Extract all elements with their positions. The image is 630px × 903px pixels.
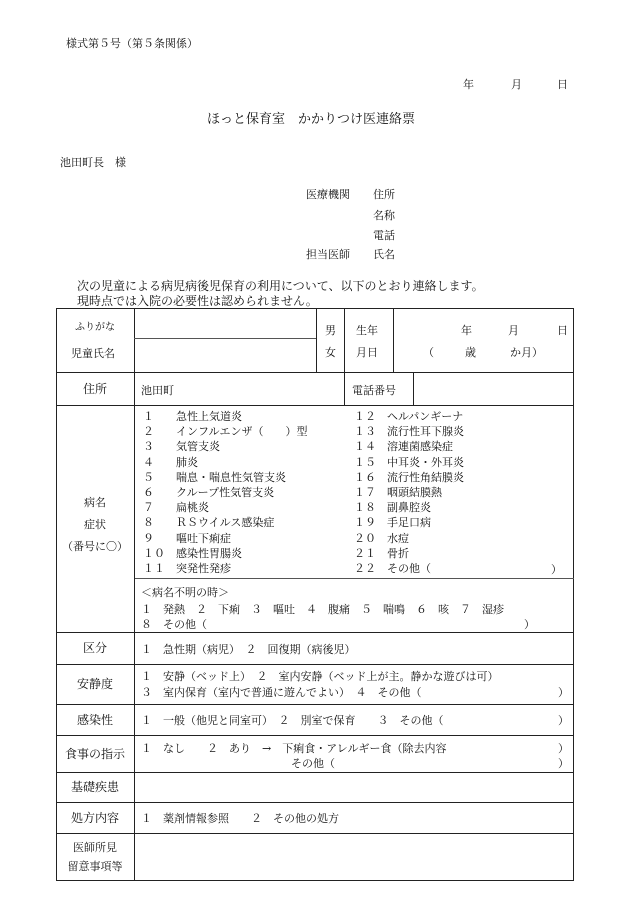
unknown-disease-other[interactable]: ８ その他（	[141, 618, 207, 631]
disease-option[interactable]: ４ 肺炎	[143, 455, 198, 469]
category-options[interactable]: １ 急性期（病児） ２ 回復期（病後児）	[141, 643, 356, 656]
rest-options-2[interactable]: ３ 室内保育（室内で普通に遊んでよい） ４ その他（	[141, 686, 422, 699]
birth-value-divider	[393, 308, 394, 373]
disease-unknown-divider	[134, 578, 574, 579]
disease-option[interactable]: ８ ＲＳウイルス感染症	[143, 516, 275, 530]
date-month-label: 月	[511, 78, 522, 91]
address-value[interactable]: 池田町	[141, 384, 174, 397]
disease-option[interactable]: １５ 中耳炎・外耳炎	[354, 455, 464, 469]
unknown-disease-options[interactable]: １ 発熱 ２ 下痢 ３ 嘔吐 ４ 腹痛 ５ 喘鳴 ６ 咳 ７ 湿疹	[141, 603, 504, 616]
gender-divider	[316, 308, 317, 373]
disease-option[interactable]: １７ 咽頭結膜熱	[354, 486, 442, 500]
remarks-label-line: 留意事項等	[67, 860, 123, 873]
rest-label: 安静度	[76, 677, 113, 691]
disease-option[interactable]: １６ 流行性角結膜炎	[354, 470, 464, 484]
disease-option[interactable]: １０ 感染性胃腸炎	[143, 546, 242, 560]
disease-option[interactable]: １ 急性上気道炎	[143, 410, 242, 423]
name-label: 名称	[373, 209, 395, 222]
infection-label: 感染性	[76, 712, 113, 727]
disease-option[interactable]: １８ 副鼻腔炎	[354, 501, 431, 515]
disease-option[interactable]: ３ 気管支炎	[143, 440, 220, 454]
institution-label: 医療機関	[306, 188, 350, 201]
disease-option[interactable]: ２ インフルエンザ（ ）型	[143, 425, 308, 439]
age-months-label: か月）	[510, 346, 543, 359]
phone-number-label: 電話番号	[352, 384, 396, 397]
birth-day-label: 日	[557, 324, 568, 337]
infection-options[interactable]: １ 一般（他児と同室可） ２ 別室で保育 ３ その他（	[141, 714, 444, 727]
disease-label-line: 症状	[84, 518, 106, 531]
birth-year-label: 年	[461, 324, 472, 337]
address-label: 住所	[373, 188, 395, 201]
disease-option[interactable]: １４ 溶連菌感染症	[354, 440, 453, 454]
table-border-right	[573, 308, 574, 881]
disease-option[interactable]: ６ クループ性気管支炎	[143, 486, 275, 500]
disease-list-left	[143, 409, 308, 576]
disease-option[interactable]: ７ 扁桃炎	[143, 501, 209, 515]
phone-label: 電話	[373, 229, 395, 242]
category-label: 区分	[82, 641, 107, 655]
birth-month-label: 月	[508, 324, 519, 337]
intro-line-2: 現時点では入院の必要性は認められません。	[77, 294, 318, 308]
age-open-paren: （	[423, 346, 434, 359]
infection-close: ）	[558, 714, 569, 727]
disease-list-right	[354, 409, 464, 576]
phone-divider	[344, 372, 345, 406]
child-name-label: 児童氏名	[71, 347, 115, 360]
prescription-options[interactable]: １ 薬剤情報参照 ２ その他の処方	[141, 812, 339, 825]
gender-male[interactable]: 男	[325, 324, 336, 337]
disease-option[interactable]: １９ 手足口病	[354, 516, 431, 530]
furigana-divider	[134, 338, 316, 339]
rest-close: ）	[558, 686, 569, 699]
disease-option[interactable]: ５ 喘息・喘息性気管支炎	[143, 470, 286, 484]
disease-other-close: ）	[551, 563, 562, 576]
meal-label: 食事の指示	[64, 746, 125, 761]
remarks-label	[56, 838, 134, 876]
remarks-label-line: 医師所見	[73, 841, 117, 854]
address-row-label: 住所	[82, 381, 107, 396]
birth-label-1: 生年	[356, 324, 378, 337]
form-title: ほっと保育室 かかりつけ医連絡票	[207, 112, 416, 127]
disease-option[interactable]: １１ 突発性発疹	[143, 562, 231, 576]
underlying-disease-label: 基礎疾患	[70, 780, 119, 794]
rest-options-1[interactable]: １ 安静（ベッド上） ２ 室内安静（ベッド上が主。静かな遊びは可）	[141, 670, 499, 683]
unknown-disease-title: ＜病名不明の時＞	[141, 586, 229, 599]
date-day-label: 日	[557, 78, 568, 91]
meal-options[interactable]: １ なし ２ あり → 下痢食・アレルギー食（除去内容	[141, 742, 447, 755]
meal-close-1: ）	[558, 742, 569, 755]
disease-option[interactable]: ２１ 骨折	[354, 546, 409, 560]
label-column-divider	[134, 308, 135, 881]
disease-option[interactable]: ９ 嘔吐下痢症	[143, 531, 231, 545]
prescription-label: 処方内容	[70, 810, 119, 825]
intro-line-1: 次の児童による病児病後児保育の利用について、以下のとおり連絡します。	[77, 279, 484, 293]
birth-label-2: 月日	[356, 346, 378, 359]
age-years-label: 歳	[465, 346, 476, 359]
addressee: 池田町長 様	[60, 156, 126, 169]
gender-female[interactable]: 女	[325, 346, 336, 359]
disease-option[interactable]: １３ 流行性耳下腺炎	[354, 425, 464, 439]
doctor-label: 担当医師	[306, 248, 350, 261]
phone-value-divider	[413, 372, 414, 406]
doctor-name-label: 氏名	[373, 248, 395, 261]
meal-close-2: ）	[558, 757, 569, 770]
furigana-label: ふりがな	[75, 322, 115, 333]
disease-label-line: 病名	[84, 496, 106, 509]
date-year-label: 年	[463, 78, 474, 91]
disease-label-line: （番号に〇）	[62, 540, 128, 553]
unknown-other-close: ）	[524, 618, 535, 631]
meal-other[interactable]: その他（	[291, 757, 335, 770]
birth-divider	[344, 308, 345, 373]
disease-option[interactable]: ２２ その他（	[354, 562, 431, 576]
disease-label	[56, 492, 134, 558]
disease-option[interactable]: １２ ヘルパンギーナ	[354, 410, 464, 423]
disease-option[interactable]: ２０ 水痘	[354, 531, 409, 545]
form-number: 様式第５号（第５条関係）	[66, 37, 198, 50]
